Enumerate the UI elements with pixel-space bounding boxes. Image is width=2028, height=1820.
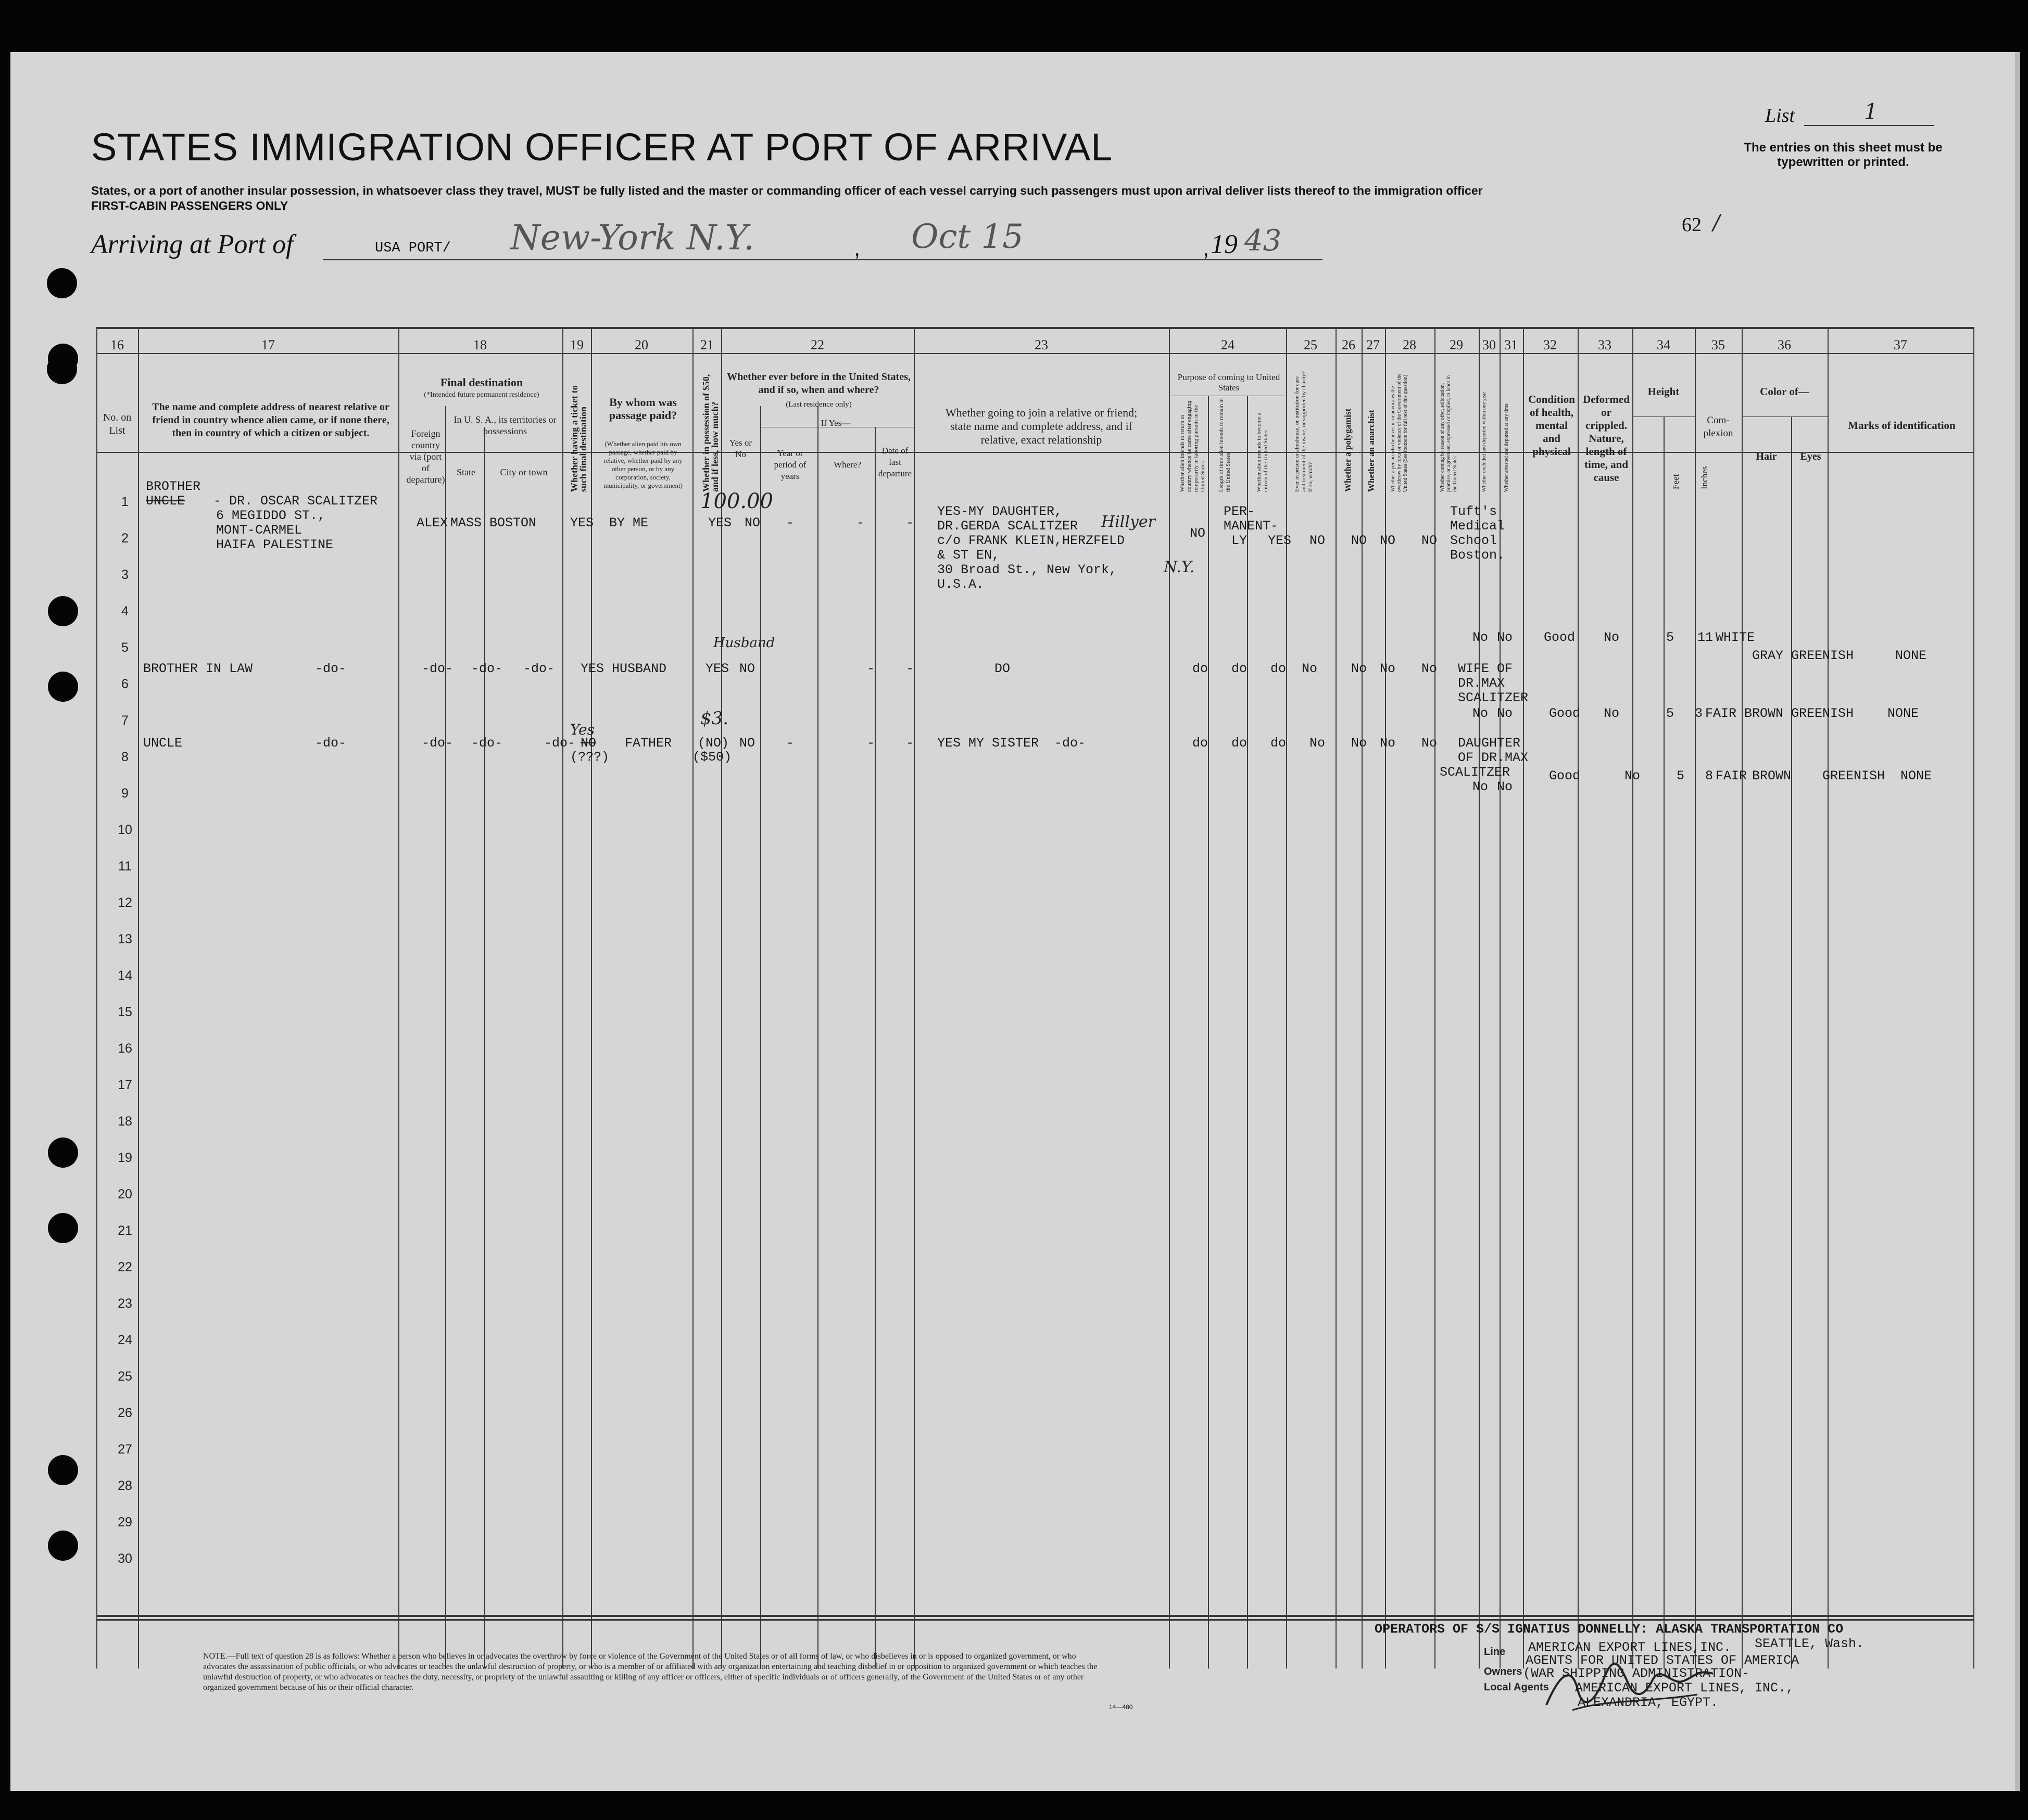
header-height: Height xyxy=(1647,385,1680,398)
operators: OPERATORS OF S/S IGNATIUS DONNELLY: ALASKA TRANSPORTATION CO xyxy=(1375,1622,1844,1637)
anarchist: No xyxy=(1380,661,1396,676)
punch-hole xyxy=(48,596,78,626)
list-underline xyxy=(1804,125,1934,126)
row-number: 30 xyxy=(118,1551,132,1566)
dash: - xyxy=(906,661,914,676)
col-line xyxy=(1791,416,1792,1669)
relationship: BROTHER xyxy=(146,479,201,494)
col-line xyxy=(914,327,915,1669)
form-title: STATES IMMIGRATION OFFICER AT PORT OF ARRIVAL xyxy=(91,125,1113,169)
passage-paid: FATHER xyxy=(625,736,672,751)
eyes: GREENISH xyxy=(1791,706,1854,721)
local-agents-value: AMERICAN EXPORT LINES, INC., xyxy=(1575,1680,1794,1696)
join-relative: & ST EN, xyxy=(937,548,1000,563)
before-us: NO xyxy=(739,661,755,676)
col-number: 30 xyxy=(1482,337,1496,352)
col-line xyxy=(1385,327,1386,1669)
q28: NO xyxy=(1421,533,1438,548)
form-subtitle: States, or a port of another insular possession, in whatsoever class they travel, MUST be fully listed and the master or commanding officer of each vessel carrying such passengers must upon arrival deliver lists thereof to the immigration officer xyxy=(91,184,1483,197)
relationship: UNCLE xyxy=(143,736,183,751)
join-relative: U.S.A. xyxy=(937,577,985,592)
sub-line xyxy=(1632,416,1695,417)
header-inches: Inches xyxy=(1699,466,1709,489)
purpose-c: YES xyxy=(1268,533,1292,548)
q29: School xyxy=(1450,533,1497,548)
header-if-yes: If Yes— xyxy=(821,418,851,428)
header-in-usa: In U. S. A., its territories or possessions xyxy=(454,414,557,436)
col-number: 29 xyxy=(1450,337,1463,352)
col-number: 19 xyxy=(570,337,584,352)
col-number: 22 xyxy=(811,337,824,352)
join-relative: DR.GERDA SCALITZER xyxy=(937,519,1078,534)
col-number: 25 xyxy=(1304,337,1317,352)
col-number: 35 xyxy=(1711,337,1725,352)
date-handwritten: Oct 15 xyxy=(911,218,1024,256)
header-city: City or town xyxy=(500,467,548,477)
header-where: Where? xyxy=(834,460,861,470)
col-line xyxy=(1695,327,1696,1669)
header-prison: Ever in prison or almshouse, or institution for care and treatment of the insane, or supported by charity? If so, which? xyxy=(1294,371,1314,492)
inches: 8 xyxy=(1705,768,1714,783)
col-line xyxy=(96,327,97,1669)
row-number: 13 xyxy=(118,932,132,946)
dash: - xyxy=(786,736,795,751)
polygamist: No xyxy=(1351,736,1367,751)
q30: No xyxy=(1472,706,1489,721)
col-number: 36 xyxy=(1778,337,1791,352)
owners-value: (WAR SHIPPING ADMINISTRATION- xyxy=(1523,1666,1750,1681)
anarchist: NO xyxy=(1380,533,1396,548)
dash: - xyxy=(856,515,865,530)
q29: Boston. xyxy=(1450,548,1505,563)
header-q29: Whether coming by reason of any offer, solicitation, promise, or agreement, expressed or implied, to labor in the United States xyxy=(1440,375,1458,492)
deformed: No xyxy=(1604,630,1620,645)
punch-hole xyxy=(48,1455,78,1485)
footer-rule xyxy=(96,1619,1973,1621)
header-q30: Whether excluded and deported within one year xyxy=(1481,391,1487,492)
q31: No xyxy=(1497,706,1513,721)
purpose-a: do xyxy=(1192,661,1208,676)
header-join-relative: Whether going to join a relative or friend; state name and complete address, and if relative, exact relationship xyxy=(945,406,1138,446)
row-number: 11 xyxy=(118,859,132,874)
dest-city: BOSTON xyxy=(489,515,537,530)
ditto: -do- xyxy=(315,661,347,676)
col-line xyxy=(1362,327,1363,1669)
purpose-a: NO xyxy=(1190,526,1206,541)
row-number: 15 xyxy=(118,1005,132,1019)
purpose-b: PER- xyxy=(1224,504,1255,519)
col-line xyxy=(1434,327,1435,1669)
row-number: 16 xyxy=(118,1041,132,1056)
purpose-b: MANENT- xyxy=(1224,519,1279,534)
question-28-note: NOTE.—Full text of question 28 is as follows: Whether a person who believes in or advocates the overthrow by force or violence of the Government of the United States or of all forms of law, or who disbelieves in or is opposed to organized government, or who advocates the assassination of public officials, or who advocates or teaches the unlawful destruction of property, or who is a member of or affiliated with any organization entertaining and teaching disbelief in or opposition to organized government or which teaches the unlawful destruction of property, or who advocates or teaches the duty, necessity, or propriety of the unlawful assaulting or killing of any officer or officers, either of specific individuals or of officers generally, of the Government of the United States or of any other organized government because of his or their official character. xyxy=(203,1652,1098,1692)
passage-paid: BY ME xyxy=(609,515,649,530)
col-number: 23 xyxy=(1035,337,1048,352)
ditto: -do- xyxy=(471,661,503,676)
header-passage-paid: By whom was passage paid? xyxy=(609,396,677,422)
money-sub: ($50) xyxy=(692,750,732,765)
join-relative: DO xyxy=(994,661,1011,676)
comma: , xyxy=(1203,235,1210,261)
q29: DAUGHTER xyxy=(1458,736,1521,751)
purpose-c: do xyxy=(1270,661,1287,676)
arriving-label: Arriving at Port of xyxy=(91,230,294,259)
col-number: 16 xyxy=(110,337,124,352)
entry-instructions: The entries on this sheet must be typewritten or printed. xyxy=(1744,141,1943,169)
ditto: -do- xyxy=(315,736,347,751)
anarchist: No xyxy=(1380,736,1396,751)
header-deformed: Deformed or crippled. Nature, length of time, and cause xyxy=(1583,393,1630,484)
col-line xyxy=(398,327,399,1669)
eyes: GREENISH xyxy=(1791,648,1854,663)
relative-address: MONT-CARMEL xyxy=(216,523,303,538)
row-number: 18 xyxy=(118,1114,132,1129)
row-number: 27 xyxy=(118,1442,132,1457)
col-line xyxy=(692,327,694,1669)
header-yes-no: Yes or No xyxy=(729,438,752,459)
col-number: 31 xyxy=(1504,337,1518,352)
foreign-port: ALEX xyxy=(417,515,448,530)
q29: DR.MAX xyxy=(1458,676,1505,691)
ticket-handwritten: Yes xyxy=(570,721,595,738)
header-no-on-list: No. on List xyxy=(103,412,132,436)
header-complexion: Com- plexion xyxy=(1703,415,1733,439)
header-q31: Whether arrested and deported at any time xyxy=(1504,403,1509,492)
header-purpose-a: Whether alien intends to return to country whence he came after engaging temporarily in laboring pursuits in the United States xyxy=(1179,401,1206,492)
year-prefix: 19 xyxy=(1211,230,1238,259)
ticket-sub: (???) xyxy=(570,750,610,765)
dest-state: MASS xyxy=(450,515,482,530)
purpose-a: do xyxy=(1192,736,1208,751)
money-handwritten: $3. xyxy=(700,708,729,729)
col-line xyxy=(562,327,563,1669)
feet: 5 xyxy=(1666,706,1674,721)
purpose-b: do xyxy=(1231,661,1248,676)
punch-hole xyxy=(47,354,77,384)
eyes: GREENISH xyxy=(1822,768,1885,783)
line-label: Line xyxy=(1484,1646,1506,1658)
complexion: WHITE xyxy=(1716,630,1755,645)
header-passage-note: (Whether alien paid his own passage, whether paid by relative, whether paid by any other person, or by any corporation, society, municipality, or government) xyxy=(603,440,683,489)
q29: SCALITZER xyxy=(1440,765,1510,780)
col-line xyxy=(1169,327,1170,1669)
purpose-b: LY xyxy=(1231,533,1248,548)
col-number: 20 xyxy=(635,337,648,352)
row-number: 7 xyxy=(121,713,129,728)
ticket-struck: NO xyxy=(581,736,597,751)
col-line xyxy=(875,427,876,1669)
marks: NONE xyxy=(1900,768,1932,783)
col-line xyxy=(1523,327,1524,1669)
header-q28: Whether a person who believes in or advocates the overthrow by force or violence of the Government of the United States (See footnote for full text of this question) xyxy=(1390,373,1408,492)
header-purpose: Purpose of coming to United States xyxy=(1177,372,1280,393)
marks: NONE xyxy=(1887,706,1919,721)
list-number: 1 xyxy=(1864,99,1878,124)
sheet-check: / xyxy=(1713,211,1720,235)
ticket: YES xyxy=(570,515,594,530)
purpose-c: do xyxy=(1270,736,1287,751)
row-number: 19 xyxy=(118,1151,132,1165)
comma: , xyxy=(854,235,861,261)
row-number: 22 xyxy=(118,1260,132,1274)
header-purpose-c: Whether alien intends to become a citizen of the United States xyxy=(1256,412,1269,492)
sub-line xyxy=(1742,416,1828,417)
money: (NO) xyxy=(698,736,729,751)
punch-hole xyxy=(48,672,78,702)
join-handwritten: Hillyer xyxy=(1101,513,1155,531)
row-number: 28 xyxy=(118,1478,132,1493)
col-line xyxy=(1247,396,1248,1669)
ditto: -do- xyxy=(422,736,454,751)
grid-header-divider xyxy=(96,353,1973,354)
inches: 11 xyxy=(1697,630,1714,645)
local-agents-city: ALEXANDRIA, EGYPT. xyxy=(1578,1695,1719,1710)
passenger-class: FIRST-CABIN PASSENGERS ONLY xyxy=(91,199,288,212)
dash: - xyxy=(867,661,875,676)
header-feet: Feet xyxy=(1671,474,1681,489)
arriving-underline xyxy=(323,259,1322,260)
col-line xyxy=(138,327,139,1669)
q29: Tuft's xyxy=(1450,504,1497,519)
ditto: -do- xyxy=(523,661,555,676)
dash: - xyxy=(867,736,875,751)
local-agents-label: Local Agents xyxy=(1484,1682,1549,1693)
row-number: 9 xyxy=(121,786,129,801)
row-number: 2 xyxy=(121,531,129,546)
header-polygamist: Whether a polygamist xyxy=(1343,408,1353,492)
header-date-departure: Date of last departure xyxy=(878,446,912,478)
header-final-destination: Final destination xyxy=(440,376,523,389)
row-number: 12 xyxy=(118,895,132,910)
feet: 5 xyxy=(1666,630,1674,645)
header-possession-50: Whether in possession of $50, and if less, how much? xyxy=(701,374,720,492)
header-foreign-country: Foreign country via (port of departure) xyxy=(406,428,445,485)
hair: BROWN xyxy=(1744,706,1784,721)
port-typed: USA PORT/ xyxy=(375,241,451,256)
dash: - xyxy=(786,515,795,530)
col-number: 24 xyxy=(1221,337,1235,352)
relative-address: 6 MEGIDDO ST., xyxy=(216,508,326,523)
money: YES xyxy=(706,661,729,676)
q28: No xyxy=(1421,661,1438,676)
grid-body-line xyxy=(96,452,1973,453)
grid-top-line xyxy=(96,327,1973,329)
grid-bottom-line xyxy=(96,1615,1973,1617)
passage-paid: YES HUSBAND xyxy=(581,661,667,676)
header-before-us: Whether ever before in the United States, and if so, when and where? xyxy=(727,371,911,396)
header-nearest-relative: The name and complete address of nearest relative or friend in country whence alien came, or if none there, then in country of which a citizen or subject. xyxy=(152,401,389,439)
row-number: 29 xyxy=(118,1515,132,1530)
prison: No xyxy=(1309,736,1326,751)
q31: No xyxy=(1497,630,1513,645)
health: Good xyxy=(1544,630,1576,645)
header-year-period: Year or period of years xyxy=(774,448,807,481)
col-number: 32 xyxy=(1543,337,1557,352)
ditto: -do- xyxy=(471,736,503,751)
header-hair: Hair xyxy=(1756,451,1777,462)
officer-signature xyxy=(1541,1658,1729,1715)
row-number: 10 xyxy=(118,823,132,837)
relationship-struck: UNCLE xyxy=(146,494,185,509)
join-relative: YES MY SISTER -do- xyxy=(937,736,1086,751)
join-handwritten: N.Y. xyxy=(1164,558,1195,576)
header-marks: Marks of identification xyxy=(1848,419,1956,432)
col-line xyxy=(1632,327,1633,1669)
col-line xyxy=(1664,416,1665,1669)
row-number: 24 xyxy=(118,1333,132,1347)
row-number: 17 xyxy=(118,1078,132,1092)
row-number: 23 xyxy=(118,1296,132,1311)
health: Good xyxy=(1549,706,1581,721)
year-handwritten: 43 xyxy=(1244,224,1282,258)
feet: 5 xyxy=(1677,768,1685,783)
relative-address: HAIFA PALESTINE xyxy=(216,537,334,552)
polygamist: No xyxy=(1351,661,1367,676)
col-line xyxy=(1742,327,1743,1669)
header-color-of: Color of— xyxy=(1760,385,1809,398)
q29: OF DR.MAX xyxy=(1458,750,1529,765)
row-number: 20 xyxy=(118,1187,132,1202)
col-line xyxy=(760,406,761,1669)
owners-label: Owners xyxy=(1484,1666,1522,1677)
punch-hole xyxy=(48,1213,78,1243)
ditto: -do- xyxy=(544,736,576,751)
sheet-number: 62 xyxy=(1682,214,1702,236)
q29: SCALITZER xyxy=(1458,690,1529,705)
col-line xyxy=(1973,327,1974,1669)
q31: No xyxy=(1497,779,1513,794)
col-number: 26 xyxy=(1342,337,1355,352)
relationship: BROTHER IN LAW xyxy=(143,661,253,676)
col-line xyxy=(1578,327,1579,1669)
complexion: FAIR xyxy=(1705,706,1737,721)
col-line xyxy=(445,406,446,1669)
row-number: 21 xyxy=(118,1223,132,1238)
before-us: NO xyxy=(739,736,755,751)
row-number: 5 xyxy=(121,640,129,655)
col-number: 21 xyxy=(700,337,714,352)
deformed: No xyxy=(1624,768,1641,783)
agents-us: AGENTS FOR UNITED STATES OF AMERICA xyxy=(1526,1653,1799,1668)
punch-hole xyxy=(47,268,77,298)
ditto: -do- xyxy=(422,661,454,676)
col-line xyxy=(484,427,485,1669)
col-number: 34 xyxy=(1657,337,1670,352)
header-anarchist: Whether an anarchist xyxy=(1366,409,1376,492)
list-label: List xyxy=(1765,105,1795,127)
col-line xyxy=(1828,327,1829,1669)
header-purpose-b: Length of time alien intends to remain in the United States xyxy=(1218,398,1231,492)
dash: - xyxy=(906,736,914,751)
punch-hole xyxy=(48,1531,78,1561)
join-relative: YES-MY DAUGHTER, xyxy=(937,504,1063,519)
prison: No xyxy=(1302,661,1318,676)
port-handwritten: New-York N.Y. xyxy=(510,218,754,258)
deformed: No xyxy=(1604,706,1620,721)
header-intended-residence: (*Intended future permanent residence) xyxy=(424,391,539,399)
manifest-sheet xyxy=(10,52,2020,1791)
prison: NO xyxy=(1309,533,1326,548)
header-health: Condition of health, mental and physical xyxy=(1528,393,1575,458)
hair: BROWN xyxy=(1752,768,1792,783)
row-number: 25 xyxy=(118,1369,132,1384)
q30: No xyxy=(1472,779,1489,794)
col-line xyxy=(817,406,818,1669)
q29: WIFE OF xyxy=(1458,661,1513,676)
money: YES xyxy=(708,515,732,530)
money-handwritten: 100.00 xyxy=(700,489,773,513)
before-us: NO xyxy=(745,515,761,530)
row-number: 1 xyxy=(121,495,129,509)
row-number: 14 xyxy=(118,968,132,983)
relative-name: - DR. OSCAR SCALITZER xyxy=(213,494,378,509)
col-line xyxy=(1336,327,1337,1669)
col-number: 33 xyxy=(1598,337,1611,352)
dash: - xyxy=(906,515,914,530)
row-number: 8 xyxy=(121,750,129,764)
line-value: AMERICAN EXPORT LINES,INC. xyxy=(1528,1640,1732,1655)
punch-hole xyxy=(48,1138,78,1168)
header-last-residence: (Last residence only) xyxy=(786,400,852,409)
col-number: 18 xyxy=(473,337,487,352)
paid-handwritten: Husband xyxy=(713,635,775,651)
form-number: 14—480 xyxy=(1109,1703,1133,1711)
col-line xyxy=(1286,327,1287,1669)
operator-city: SEATTLE, Wash. xyxy=(1755,1636,1865,1651)
col-number: 28 xyxy=(1403,337,1416,352)
q30: No xyxy=(1472,630,1489,645)
q28: No xyxy=(1421,736,1438,751)
purpose-b: do xyxy=(1231,736,1248,751)
col-number: 27 xyxy=(1366,337,1380,352)
row-number: 6 xyxy=(121,677,129,691)
header-state: State xyxy=(457,467,475,477)
row-number: 3 xyxy=(121,567,129,582)
row-number: 26 xyxy=(118,1406,132,1420)
join-relative: c/o FRANK KLEIN,HERZFELD xyxy=(937,533,1125,548)
join-relative: 30 Broad St., New York, xyxy=(937,562,1117,577)
marks: NONE xyxy=(1895,648,1927,663)
complexion: FAIR xyxy=(1716,768,1747,783)
row-number: 4 xyxy=(121,604,129,618)
health: Good xyxy=(1549,768,1581,783)
col-line xyxy=(1208,396,1209,1669)
header-eyes: Eyes xyxy=(1800,451,1821,462)
hair: GRAY xyxy=(1752,648,1784,663)
col-number: 17 xyxy=(261,337,275,352)
header-ticket: Whether having a ticket to such final destination xyxy=(569,385,588,492)
inches: 3 xyxy=(1695,706,1703,721)
col-number: 37 xyxy=(1894,337,1907,352)
q29: Medical xyxy=(1450,519,1505,534)
polygamist: NO xyxy=(1351,533,1367,548)
